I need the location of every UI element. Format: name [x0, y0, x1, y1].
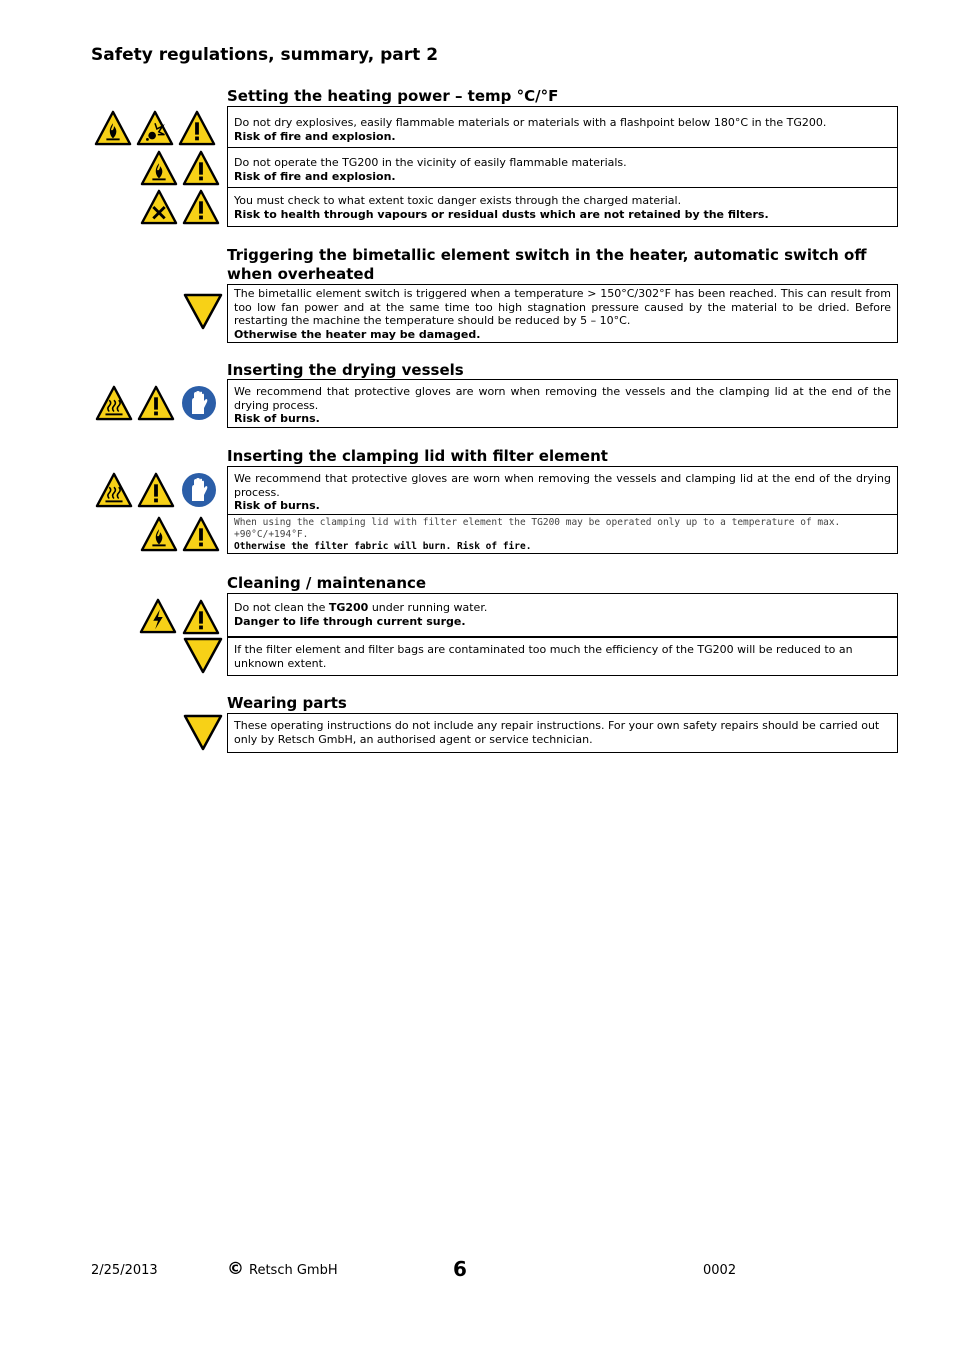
table-row: Do not dry explosives, easily flammable materials or materials with a flashpoint below 180°C in the TG200. Risk of fire and explosion.: [228, 107, 897, 147]
risk-text: Risk of fire and explosion.: [234, 129, 396, 143]
caution-triangle-icon: [183, 292, 223, 330]
flammable-warning-icon: [93, 110, 133, 146]
safety-table-clamping-lid: [227, 466, 898, 554]
section-title-bimetallic-switch: Triggering the bimetallic element switch in the heater, automatic switch off when overheated: [227, 246, 867, 283]
product-name: TG200: [328, 601, 369, 614]
section-title-heating-power: Setting the heating power – temp °C/°F: [227, 87, 559, 105]
table-row: When using the clamping lid with filter element the TG200 may be operated only up to a temperature of max. +90°C/+194°F. Otherwise the filter fabric will burn. Risk of fire.: [228, 514, 897, 553]
general-warning-icon: [177, 110, 217, 146]
hot-surface-warning-icon: [94, 472, 134, 508]
table-row: These operating instructions do not include any repair instructions. For your own safety repairs should be carried out only by Retsch GmbH, an authorised agent or service technician.: [234, 719, 880, 746]
section-title-drying-vessels: Inserting the drying vessels: [227, 361, 464, 379]
explosive-warning-icon: [135, 110, 175, 146]
flammable-warning-icon: [139, 516, 179, 552]
page-title: Safety regulations, summary, part 2: [91, 45, 439, 65]
section-title-wearing-parts: Wearing parts: [227, 694, 347, 712]
table-row: Do not operate the TG200 in the vicinity of easily flammable materials. Risk of fire and explosion.: [228, 147, 897, 187]
safety-table-drying-vessels: [227, 379, 898, 428]
general-warning-icon: [181, 150, 221, 186]
risk-text: Otherwise the filter fabric will burn. Risk of fire.: [234, 541, 532, 552]
table-row: Do not clean the TG200 under running water. Danger to life through current surge.: [228, 594, 897, 636]
risk-text: Otherwise the heater may be damaged.: [234, 327, 481, 341]
footer-code: 0002: [703, 1263, 737, 1278]
hot-surface-warning-icon: [94, 385, 134, 421]
wear-gloves-icon: [180, 384, 218, 422]
general-warning-icon: [181, 189, 221, 225]
risk-text: Risk to health through vapours or residual dusts which are not retained by the filters.: [234, 207, 769, 221]
electrical-hazard-icon: [138, 598, 178, 634]
table-row: You must check to what extent toxic danger exists through the charged material. Risk to health through vapours or residual dusts which are not retained by the filters.: [228, 187, 897, 226]
footer-company: Retsch GmbH: [249, 1263, 338, 1278]
risk-text: Risk of burns.: [234, 412, 320, 425]
caution-triangle-icon: [183, 713, 223, 751]
harmful-irritant-warning-icon: [139, 189, 179, 225]
safety-table-wearing-parts: [227, 713, 898, 753]
general-warning-icon: [136, 472, 176, 508]
table-row: We recommend that protective gloves are worn when removing the vessels and clamping lid at the end of the drying process. Risk of burns.: [234, 472, 891, 512]
general-warning-icon: [181, 599, 221, 635]
section-title-clamping-lid: Inserting the clamping lid with filter element: [227, 447, 608, 465]
footer-date: 2/25/2013: [91, 1263, 158, 1278]
caution-triangle-icon: [183, 636, 223, 674]
safety-table-bimetallic-switch: [227, 284, 898, 343]
safety-table-heating-power: [227, 106, 898, 227]
table-row: The bimetallic element switch is triggered when a temperature > 150°C/302°F has been reached. This can result from too low fan power and at the same time too high stagnation pressure caused by the material to be dried. Before restarting the machine the temperature should be reduced by 5 – 10°C. Otherwise the heater may be damaged.: [234, 287, 891, 341]
table-row: We recommend that protective gloves are worn when removing the vessels and the clamping lid at the end of the drying process. Risk of burns.: [234, 385, 891, 425]
wear-gloves-icon: [180, 471, 218, 509]
page-number: 6: [453, 1257, 467, 1281]
risk-text: Risk of fire and explosion.: [234, 169, 396, 183]
general-warning-icon: [136, 385, 176, 421]
risk-text: Risk of burns.: [234, 499, 320, 512]
section-title-cleaning-maintenance: Cleaning / maintenance: [227, 574, 427, 592]
flammable-warning-icon: [139, 150, 179, 186]
safety-table-cleaning-maintenance: [227, 593, 898, 676]
table-row: If the filter element and filter bags are contaminated too much the efficiency of the TG200 will be reduced to an unknown extent.: [228, 636, 897, 675]
copyright-icon: ©: [227, 1259, 244, 1279]
general-warning-icon: [181, 516, 221, 552]
risk-text: Danger to life through current surge.: [234, 614, 466, 628]
